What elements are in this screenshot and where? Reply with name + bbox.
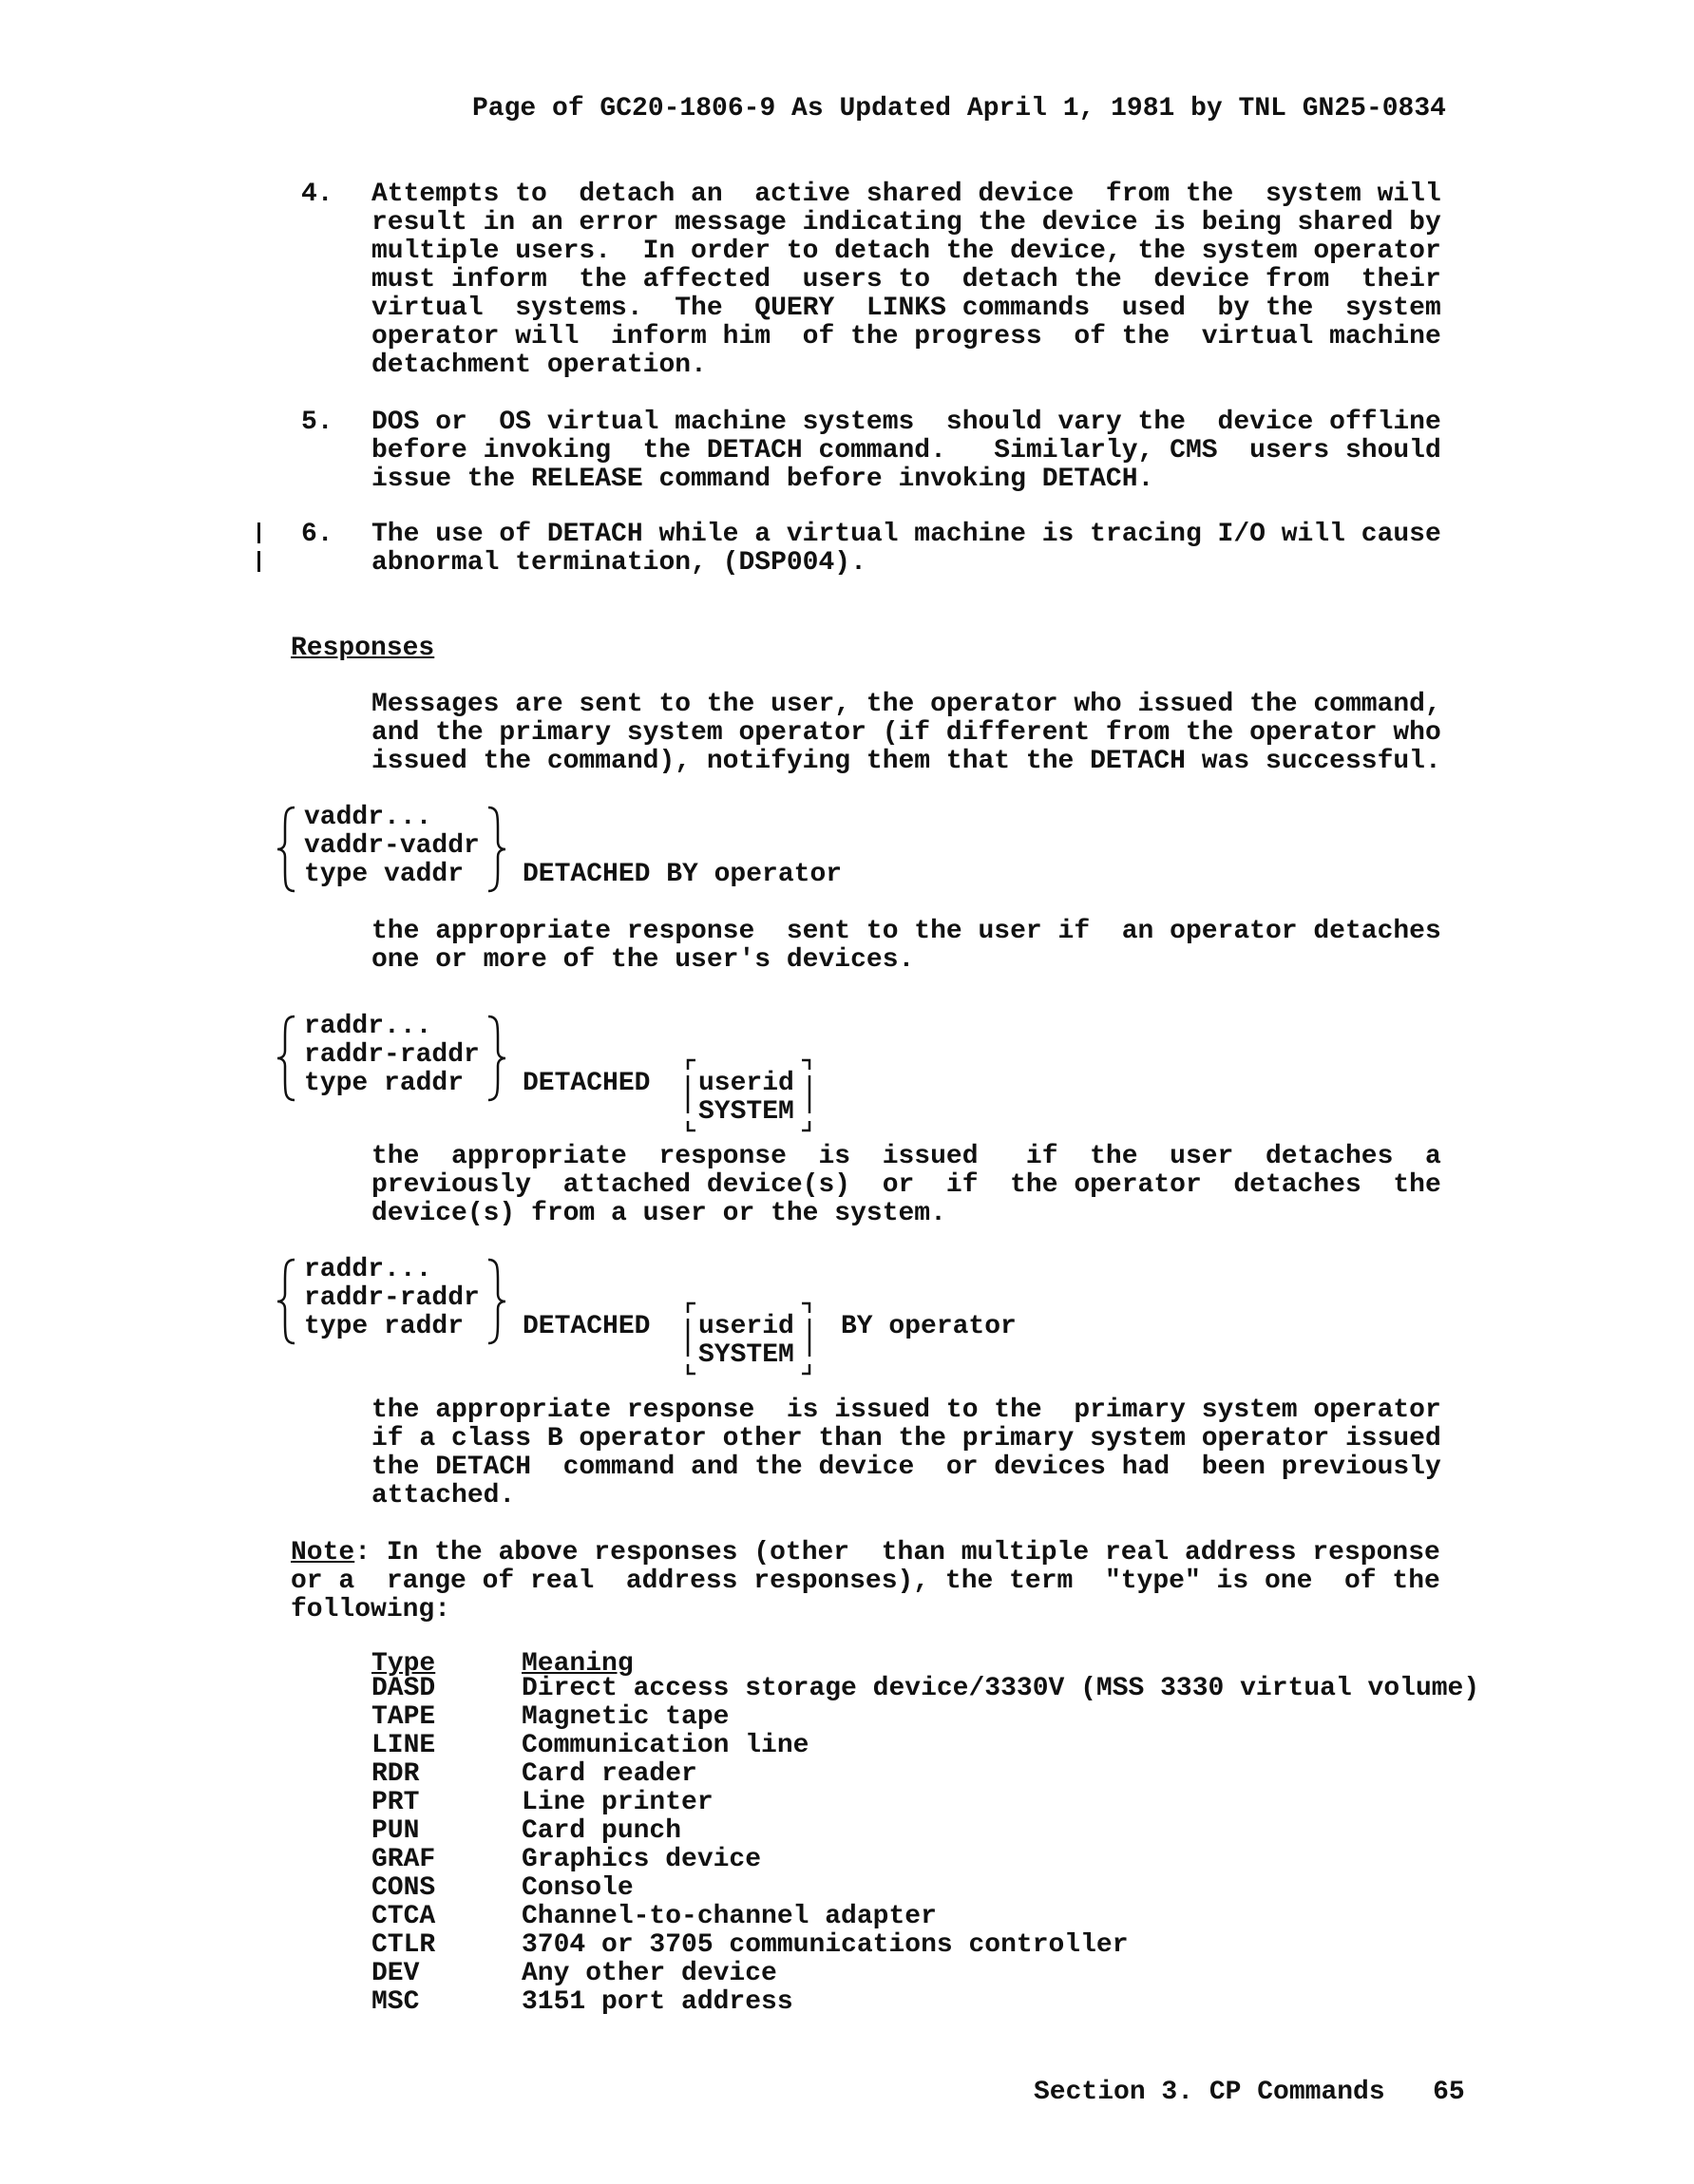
syntax-option: type raddr (304, 1312, 465, 1341)
item-number: 5. (301, 408, 333, 437)
left-brace-icon (276, 1015, 298, 1102)
left-brace-icon (276, 806, 298, 893)
text-line: The use of DETACH while a virtual machine is tracing I/O will cause (371, 520, 1441, 549)
syntax-option: SYSTEM (698, 1340, 794, 1370)
section-heading-responses: Responses (291, 634, 435, 663)
syntax-option: vaddr-vaddr (304, 831, 480, 861)
text-line: before invoking the DETACH command. Similarly, CMS users should (371, 436, 1441, 465)
text-line: the appropriate response sent to the user if an operator detaches (371, 917, 1441, 946)
table-header-meaning: Meaning (522, 1649, 634, 1679)
table-cell-meaning: Console (522, 1873, 634, 1903)
text-line: DOS or OS virtual machine systems should vary the device offline (371, 408, 1441, 437)
table-cell-type: CTCA (371, 1902, 436, 1931)
text-line: following: (291, 1595, 451, 1624)
table-cell-type: RDR (371, 1759, 420, 1789)
text-line: or a range of real address responses), the term "type" is one of the (291, 1567, 1440, 1596)
text-line: previously attached device(s) or if the operator detaches the (371, 1170, 1441, 1200)
text-line: operator will inform him of the progress of the virtual machine (371, 322, 1441, 351)
text-line: virtual systems. The QUERY LINKS commands used by the system (371, 294, 1441, 323)
page-footer: Section 3. CP Commands 65 (1034, 2078, 1465, 2107)
syntax-suffix: DETACHED BY operator (523, 860, 843, 889)
table-cell-meaning: Channel-to-channel adapter (522, 1902, 937, 1931)
right-brace-icon (485, 1258, 507, 1345)
text-line: if a class B operator other than the primary system operator issued (371, 1424, 1441, 1453)
syntax-option: raddr... (304, 1012, 432, 1041)
text-line: issued the command), notifying them that the DETACH was successful. (371, 747, 1441, 776)
text-line: abnormal termination, (DSP004). (371, 548, 866, 578)
syntax-suffix: BY operator (841, 1312, 1017, 1341)
table-header-type: Type (371, 1649, 436, 1679)
text-line: the appropriate response is issued to the primary system operator (371, 1396, 1441, 1425)
table-cell-type: DEV (371, 1959, 420, 1988)
note-first-line (291, 1539, 1440, 1567)
syntax-option: type raddr (304, 1069, 465, 1098)
table-cell-type: MSC (371, 1987, 420, 2017)
right-brace-icon (485, 1015, 507, 1102)
syntax-option: raddr... (304, 1255, 432, 1284)
table-cell-meaning: Magnetic tape (522, 1702, 730, 1732)
response-syntax-2 (276, 1013, 941, 1136)
table-cell-meaning: 3151 port address (522, 1987, 793, 2017)
table-cell-type: LINE (371, 1731, 436, 1760)
response-syntax-1 (276, 803, 843, 899)
text-line: issue the RELEASE command before invoking DETACH. (371, 465, 1154, 494)
item-number: 4. (301, 180, 333, 209)
syntax-option: raddr-raddr (304, 1040, 480, 1070)
table-cell-meaning: Graphics device (522, 1845, 762, 1874)
syntax-option: vaddr... (304, 803, 432, 832)
syntax-option: raddr-raddr (304, 1283, 480, 1313)
text-line: attached. (371, 1481, 516, 1510)
table-cell-meaning: Any other device (522, 1959, 777, 1988)
revision-bar (257, 551, 260, 572)
syntax-option: userid (698, 1312, 794, 1341)
text-line: Attempts to detach an active shared device from the system will (371, 180, 1441, 209)
table-cell-meaning: Card punch (522, 1816, 682, 1846)
syntax-keyword: DETACHED (523, 1312, 651, 1341)
text-line: Messages are sent to the user, the operator who issued the command, (371, 690, 1441, 719)
text-line: multiple users. In order to detach the device, the system operator (371, 237, 1441, 266)
text-line: the DETACH command and the device or devices had been previously (371, 1453, 1441, 1482)
item-number: 6. (301, 520, 333, 549)
response-syntax-3 (276, 1256, 1131, 1379)
table-cell-type: CTLR (371, 1930, 436, 1960)
note-label: Note (291, 1538, 355, 1567)
text-line: detachment operation. (371, 351, 707, 380)
revision-bar (257, 522, 260, 543)
table-cell-type: DASD (371, 1674, 436, 1703)
table-cell-type: GRAF (371, 1845, 436, 1874)
text-line: : In the above responses (other than multiple real address response (354, 1538, 1440, 1567)
text-line: must inform the affected users to detach the device from their (371, 265, 1441, 294)
table-cell-type: CONS (371, 1873, 436, 1903)
table-cell-type: TAPE (371, 1702, 436, 1732)
text-line: one or more of the user's devices. (371, 945, 915, 975)
text-line: the appropriate response is issued if the user detaches a (371, 1142, 1441, 1171)
table-cell-meaning: Line printer (522, 1788, 714, 1817)
table-cell-meaning: Communication line (522, 1731, 809, 1760)
text-line: device(s) from a user or the system. (371, 1199, 946, 1228)
table-cell-type: PRT (371, 1788, 420, 1817)
syntax-option: SYSTEM (698, 1097, 794, 1127)
text-line: result in an error message indicating the device is being shared by (371, 208, 1441, 237)
table-cell-type: PUN (371, 1816, 420, 1846)
table-cell-meaning: Card reader (522, 1759, 697, 1789)
table-cell-meaning: Direct access storage device/3330V (MSS 3330 virtual volume) (522, 1674, 1480, 1703)
left-brace-icon (276, 1258, 298, 1345)
right-brace-icon (485, 806, 507, 893)
syntax-option: userid (698, 1069, 794, 1098)
syntax-keyword: DETACHED (523, 1069, 651, 1098)
syntax-option: type vaddr (304, 860, 465, 889)
table-cell-meaning: 3704 or 3705 communications controller (522, 1930, 1129, 1960)
text-line: and the primary system operator (if different from the operator who (371, 718, 1441, 748)
running-header: Page of GC20-1806-9 As Updated April 1, 1981 by TNL GN25-0834 (472, 94, 1446, 123)
